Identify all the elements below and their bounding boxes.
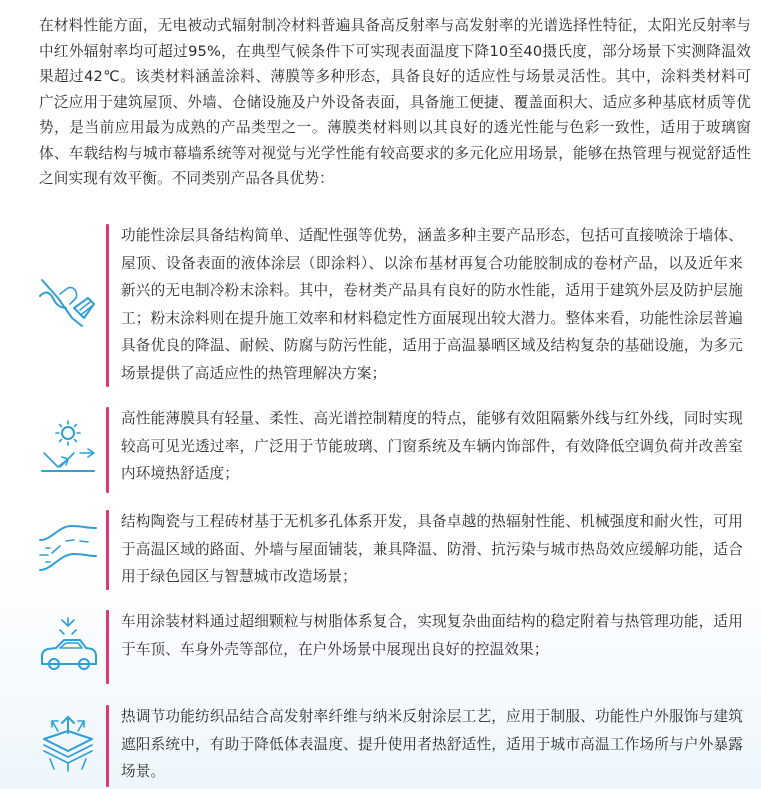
item-text: 功能性涂层具备结构简单、适配性强等优势，涵盖多种主要产品形态，包括可直接喷涂于墙体、屋顶、设备表面的液体涂层（即涂料）、以涂布基材再复合功能胶制成的卷材产品，以及近年来新兴的无电制冷粉末涂料。其中，卷材类产品具有良好的防水性能，适用于建筑外层及防护层施工；粉末涂料则在提升施工效率和材料稳定性方面展现出较大潜力。整体来看，功能性涂层普遍具备优良的降温、耐候、防腐与防污性能，适用于高温暴晒区域及结构复杂的基础设施，为多元场景提供了高适应性的热管理解决方案； [121,227,743,382]
road-icon [38,518,98,578]
accent-bar [106,407,109,493]
item-text: 高性能薄膜具有轻量、柔性、高光谱控制精度的特点，能够有效阻隔紫外线与红外线，同时实现较高可见光透过率，广泛用于节能玻璃、门窗系统及车辆内饰部件，有效降低空调负荷并改善室内环境热舒适度； [121,410,743,482]
item-text: 热调节功能纺织品结合高发射率纤维与纳米反射涂层工艺，应用于制服、功能性户外服饰与建筑遮阳系统中，有助于降低体表温度、提升使用者热舒适性，适用于城市高温工作场所与户外暴露场景。 [121,708,743,780]
accent-bar [106,610,109,684]
list-item-ceramic [0,508,761,592]
list-item-textile [0,703,761,789]
accent-bar [106,510,109,590]
accent-bar [106,224,109,387]
accent-bar [106,705,109,787]
list-item-coating [0,222,761,390]
item-text: 结构陶瓷与工程砖材基于无机多孔体系开发，具备卓越的热辐射性能、机械强度和耐火性，可用于高温区域的路面、外墙与屋面铺装，兼具降温、防滑、抗污染与城市热岛效应缓解功能，适合用于绿色园区与智慧城市改造场景； [121,513,743,585]
paint-brush-icon [38,274,98,334]
fabric-layers-icon [38,713,98,773]
item-text: 车用涂装材料通过超细颗粒与树脂体系复合，实现复杂曲面结构的稳定附着与热管理功能，适用于车顶、车身外壳等部位，在户外场景中展现出良好的控温效果； [121,613,743,658]
sun-reflection-icon [38,417,98,477]
intro-paragraph: 在材料性能方面，无电被动式辐射制冷材料普遍具备高反射率与高发射率的光谱选择性特征，太阳光反射率与中红外辐射率均可超过95%，在典型气候条件下可实现表面温度下降10至40摄氏度，部分场景下实测降温效果超过42℃。该类材料涵盖涂料、薄膜等多种形态，具备良好的适应性与场景灵活性。其中，涂料类材料可广泛应用于建筑屋顶、外墙、仓储设施及户外设备表面，具备施工便捷、覆盖面积大、适应多种基底材质等优势，是当前应用最为成熟的产品类型之一。薄膜类材料则以其良好的透光性能与色彩一致性，适用于玻璃窗体、车载结构与城市幕墙系统等对视觉与光学性能有较高要求的多元化应用场景，能够在热管理与视觉舒适性之间实现有效平衡。不同类别产品各具优势： [39,17,751,187]
list-item-film [0,405,761,495]
list-item-auto-coating [0,608,761,686]
car-icon [38,616,98,676]
